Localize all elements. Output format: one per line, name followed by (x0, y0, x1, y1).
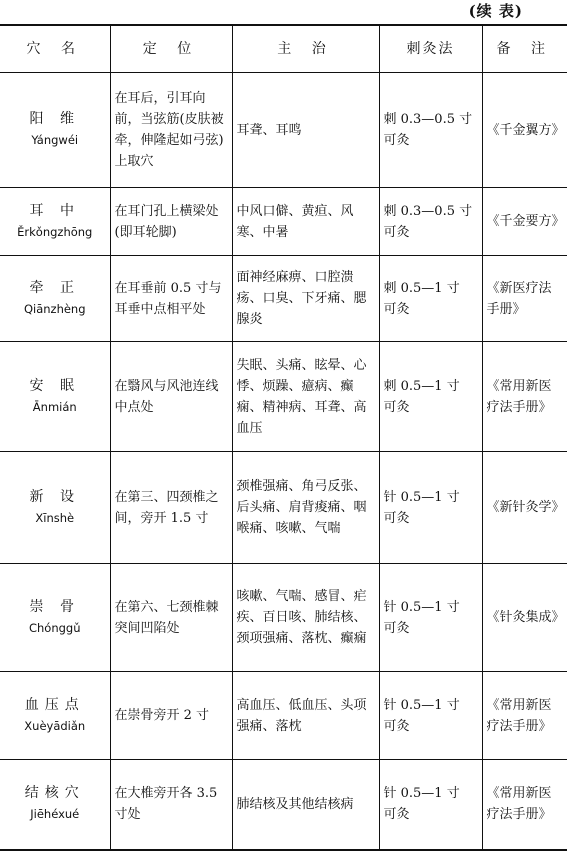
point-pinyin: Ěrkǒngzhōng (17, 224, 93, 239)
point-name: 阳 维 (29, 111, 80, 127)
location-cell: 在耳后，引耳向前，当弦筋(皮肤被牵，伸隆起如弓弦)上取穴 (110, 73, 232, 188)
table-row (0, 564, 567, 672)
note-cell: 《新针灸学》 (482, 452, 567, 564)
point-pinyin: Chónggǔ (28, 620, 81, 635)
header-method: 刺灸法 (379, 25, 482, 73)
point-name-cell (0, 256, 110, 342)
method-cell: 针 0.5—1 寸 可灸 (379, 760, 482, 850)
note-cell: 《常用新医疗法手册》 (482, 672, 567, 760)
indications-cell: 失眠、头痛、眩晕、心悸、烦躁、癔病、癫痫、精神病、耳聋、高血压 (232, 342, 379, 452)
method-cell: 刺 0.3—0.5 寸 可灸 (379, 188, 482, 256)
indications-cell: 耳聋、耳鸣 (232, 73, 379, 188)
table-row (0, 73, 567, 188)
table-row (0, 256, 567, 342)
indications-cell: 中风口僻、黄疸、风寒、中暑 (232, 188, 379, 256)
point-name: 耳 中 (29, 202, 80, 219)
table-row (0, 188, 567, 256)
location-cell: 在第三、四颈椎之间，旁开 1.5 寸 (110, 452, 232, 564)
location-cell: 在崇骨旁开 2 寸 (110, 672, 232, 760)
point-name: 牵 正 (29, 279, 80, 296)
note-cell: 《千金翼方》 (482, 73, 567, 188)
point-name: 崇 骨 (29, 598, 80, 615)
method-cell: 针 0.5—1 寸 可灸 (379, 452, 482, 564)
location-cell: 在耳门孔上横梁处(即耳轮脚) (110, 188, 232, 256)
point-name-cell (0, 452, 110, 564)
method-cell: 针 0.5—1 寸 可灸 (379, 672, 482, 760)
point-name-cell (0, 564, 110, 672)
table-row (0, 452, 567, 564)
continuation-label: (续 表) (468, 2, 523, 20)
point-pinyin: Xuèyādiǎn (24, 718, 86, 733)
table-row (0, 760, 567, 850)
point-name: 结核穴 (24, 785, 85, 802)
method-cell: 刺 0.5—1 寸 可灸 (379, 342, 482, 452)
method-cell: 针 0.5—1 寸 可灸 (379, 564, 482, 672)
point-name: 血压点 (24, 696, 85, 713)
point-pinyin: Ānmián (32, 399, 77, 414)
point-name: 新 设 (29, 488, 80, 505)
indications-cell: 高血压、低血压、头项强痛、落枕 (232, 672, 379, 760)
method-cell: 刺 0.5—1 寸 可灸 (379, 256, 482, 342)
method-cell: 刺 0.3—0.5 寸 可灸 (379, 73, 482, 188)
point-name-cell (0, 188, 110, 256)
indications-cell: 颈椎强痛、角弓反张、后头痛、肩背痠痛、咽喉痛、咳嗽、气喘 (232, 452, 379, 564)
note-cell: 《千金要方》 (482, 188, 567, 256)
point-pinyin: Xīnshè (35, 510, 75, 525)
location-cell: 在翳风与风池连线中点处 (110, 342, 232, 452)
header-indications: 主 治 (232, 25, 379, 73)
table-row (0, 342, 567, 452)
indications-cell: 肺结核及其他结核病 (232, 760, 379, 850)
location-cell: 在第六、七颈椎棘突间凹陷处 (110, 564, 232, 672)
header-point-name: 穴 名 (0, 25, 110, 73)
table-header-row (0, 25, 567, 73)
table-row (0, 672, 567, 760)
indications-cell: 面神经麻痹、口腔溃疡、口臭、下牙痛、腮腺炎 (232, 256, 379, 342)
note-cell: 《新医疗法手册》 (482, 256, 567, 342)
point-name-cell (0, 672, 110, 760)
header-location: 定 位 (110, 25, 232, 73)
acupoint-table (0, 24, 567, 851)
note-cell: 《常用新医疗法手册》 (482, 760, 567, 850)
point-pinyin: Yángwéi (31, 133, 79, 147)
location-cell: 在耳垂前 0.5 寸与耳垂中点相平处 (110, 256, 232, 342)
location-cell: 在大椎旁开各 3.5 寸处 (110, 760, 232, 850)
note-cell: 《针灸集成》 (482, 564, 567, 672)
point-pinyin: Jiēhéxué (30, 807, 80, 822)
point-name-cell (0, 73, 110, 188)
point-pinyin: Qiānzhèng (23, 301, 86, 316)
header-note: 备 注 (482, 25, 567, 73)
point-name-cell (0, 760, 110, 850)
point-name: 安 眠 (29, 377, 80, 394)
point-name-cell (0, 342, 110, 452)
indications-cell: 咳嗽、气喘、感冒、疟疾、百日咳、肺结核、颈项强痛、落枕、癫痫 (232, 564, 379, 672)
note-cell: 《常用新医疗法手册》 (482, 342, 567, 452)
